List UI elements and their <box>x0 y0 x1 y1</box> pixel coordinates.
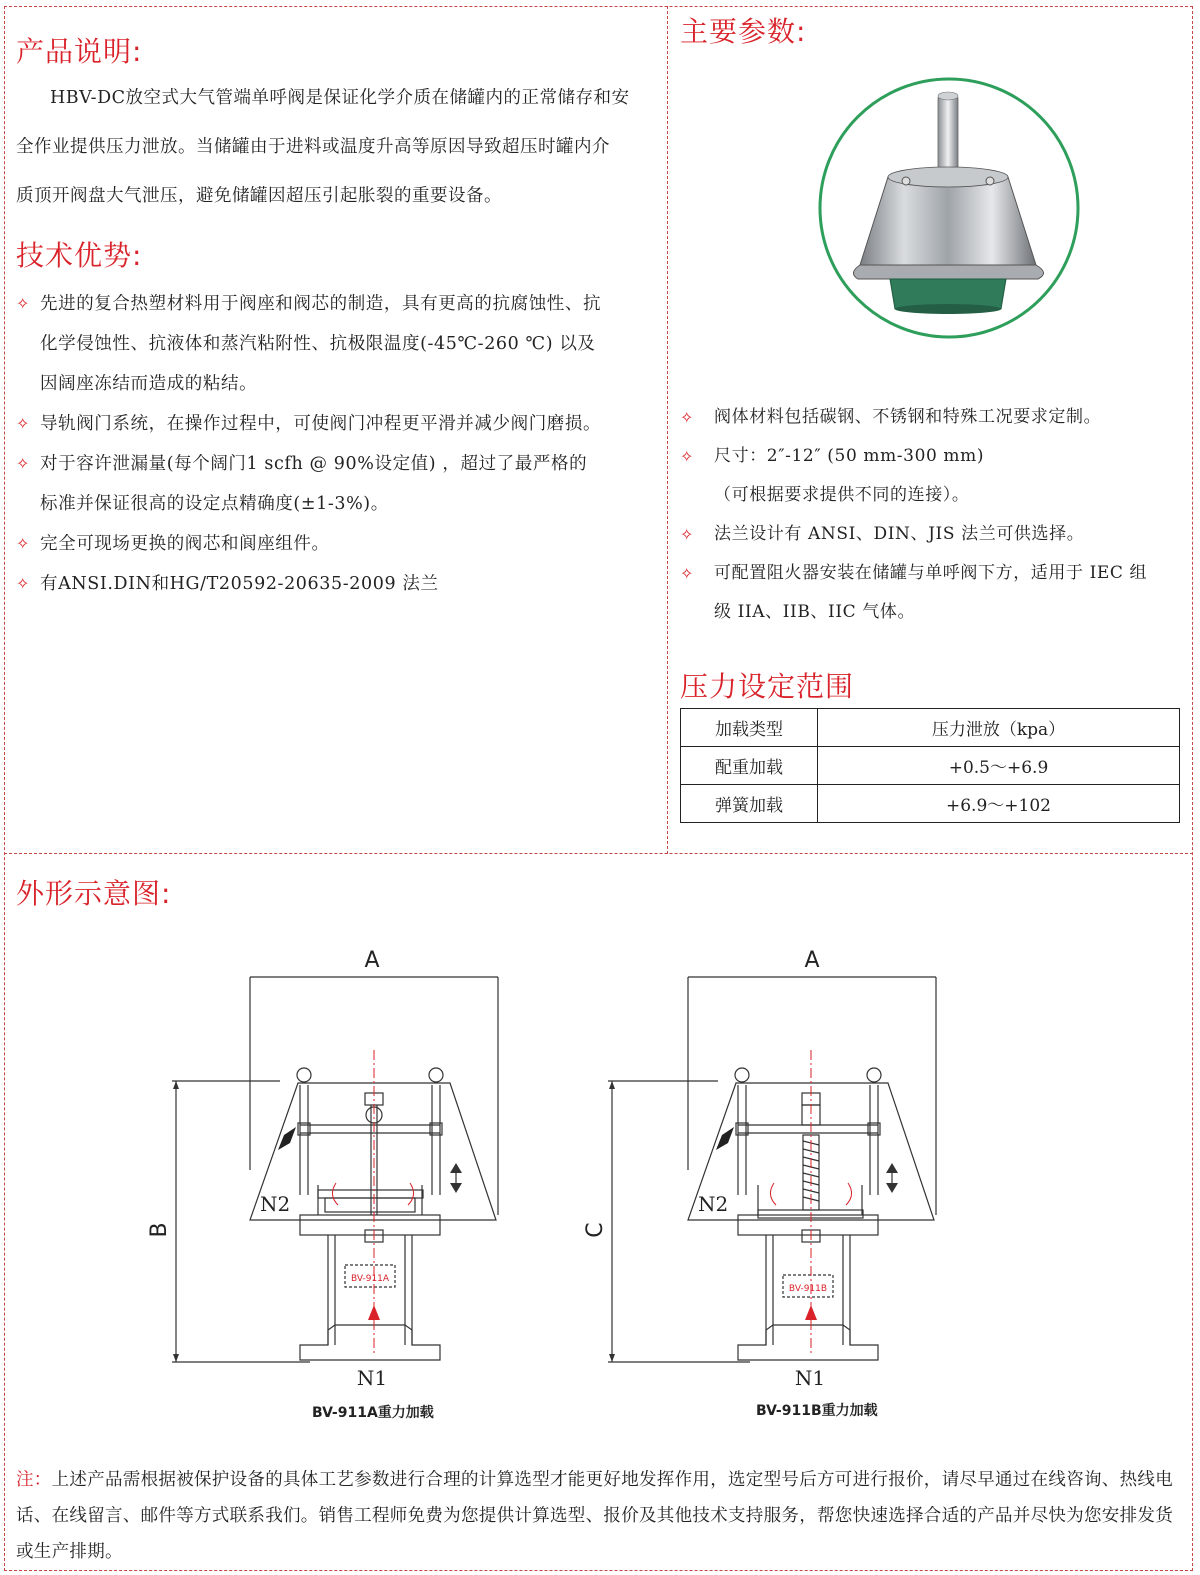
bullet-icon: ✧ <box>680 564 695 583</box>
list-item-line: 因阔座冻结而造成的粘结。 <box>40 374 258 394</box>
dimension-a-label: A <box>804 948 820 973</box>
list-item-line: 标准并保证很高的设定点精确度(±1-3%)。 <box>40 494 389 514</box>
bullet-icon: ✧ <box>16 294 31 313</box>
note-label: 注： <box>16 1470 52 1490</box>
diagram-caption-bv911b: BV-911B重力加载 <box>756 1403 878 1419</box>
dimension-c-label: C <box>583 1222 608 1238</box>
list-item-line: 尺寸：2″-12″ (50 mm-300 mm) <box>714 446 985 466</box>
list-item <box>680 515 1185 554</box>
heading-outline-diagram: 外形示意图: <box>16 877 172 910</box>
list-item-line: 导轨阀门系统，在操作过程中，可使阀门冲程更平滑并减少阀门磨损。 <box>40 414 602 434</box>
dimension-a-label: A <box>364 948 380 973</box>
table-cell: 弹簧加载 <box>681 785 818 823</box>
desc-line: 全作业提供压力泄放。当储罐由于进料或温度升高等原因导致超压时罐内介 <box>16 137 610 157</box>
table-cell: +6.9～+102 <box>818 785 1180 823</box>
table-row <box>681 785 1180 823</box>
diagram-bv911b <box>583 945 930 1390</box>
heading-product-description: 产品说明: <box>16 35 143 68</box>
list-item <box>680 554 1185 632</box>
list-item-line: 法兰设计有 ANSI、DIN、JIS 法兰可供选择。 <box>714 524 1085 544</box>
table-row <box>681 747 1180 785</box>
valve-tag-label: BV-911B <box>788 1284 828 1294</box>
footer-note <box>16 1462 1186 1570</box>
list-item-line: 级 IIA、IIB、IIC 气体。 <box>714 602 916 622</box>
dimension-b-label: B <box>147 1222 172 1238</box>
list-item-line: 有ANSI.DIN和HG/T20592-20635-2009 法兰 <box>40 574 439 594</box>
product-photo <box>818 77 1080 339</box>
product-description <box>16 74 661 221</box>
table-cell: 配重加载 <box>681 747 818 785</box>
list-item <box>680 437 1185 515</box>
table-header-cell: 压力泄放（kpa） <box>818 709 1180 747</box>
list-item <box>16 284 661 404</box>
list-item-line: （可根据要求提供不同的连接）。 <box>714 485 970 505</box>
port-n1-label: N1 <box>356 1366 388 1390</box>
list-item <box>16 524 661 564</box>
list-item <box>680 398 1185 437</box>
bullet-icon: ✧ <box>16 414 31 433</box>
list-item-line: 先进的复合热塑材料用于阀座和阀芯的制造，具有更高的抗腐蚀性、抗 <box>40 294 602 314</box>
bullet-icon: ✧ <box>680 525 695 544</box>
list-item-line: 阀体材料包括碳钢、不锈钢和特殊工况要求定制。 <box>714 407 1102 427</box>
list-item <box>16 564 661 604</box>
heading-main-parameters: 主要参数: <box>680 15 807 48</box>
table-header-row <box>681 709 1180 747</box>
bullet-icon: ✧ <box>16 534 31 553</box>
list-item-line: 化学侵蚀性、抗液体和蒸汽粘附性、抗极限温度(-45℃-260 ℃) 以及 <box>40 334 596 354</box>
desc-line: 质顶开阀盘大气泄压，避免储罐因超压引起胀裂的重要设备。 <box>16 186 502 206</box>
list-item <box>16 404 661 444</box>
valve-tag-label: BV-911A <box>350 1274 390 1284</box>
port-n1-label: N1 <box>794 1366 826 1390</box>
list-item <box>16 444 661 524</box>
note-text: 上述产品需根据被保护设备的具体工艺参数进行合理的计算选型才能更好地发挥作用，选定型号后方可进行报价，请尽早通过在线咨询、热线电话、在线留言、邮件等方式联系我们。销售工程师免费为您提供计算选型、报价及其他技术支持服务，帮您快速选择合适的产品并尽快为您安排发货或生产排期。 <box>16 1470 1174 1562</box>
column-divider <box>667 6 668 854</box>
bullet-icon: ✧ <box>16 574 31 593</box>
table-header-cell: 加载类型 <box>681 709 818 747</box>
list-item-line: 对于容许泄漏量(每个阔门1 scfh @ 90%设定值) ，超过了最严格的 <box>40 454 588 474</box>
diagram-caption-bv911a: BV-911A重力加载 <box>312 1405 434 1421</box>
desc-line: HBV-DC放空式大气管端单呼阀是保证化学介质在储罐内的正常储存和安 <box>50 88 630 108</box>
heading-technical-advantages: 技术优势: <box>16 239 143 272</box>
list-item-line: 可配置阻火器安装在储罐与单呼阀下方，适用于 IEC 组 <box>714 563 1148 583</box>
list-item-line: 完全可现场更换的阀芯和阆座组件。 <box>40 534 330 554</box>
pressure-range-table <box>680 708 1180 823</box>
main-parameters-list <box>680 398 1185 632</box>
bullet-icon: ✧ <box>16 454 31 473</box>
port-n2-label: N2 <box>698 1192 729 1216</box>
bullet-icon: ✧ <box>680 408 695 427</box>
bullet-icon: ✧ <box>680 447 695 466</box>
diagram-bv911a <box>147 945 490 1390</box>
section-divider <box>4 853 1193 854</box>
heading-pressure-range: 压力设定范围 <box>680 670 855 703</box>
port-n2-label: N2 <box>260 1192 291 1216</box>
tech-advantages-list <box>16 284 661 604</box>
table-cell: +0.5～+6.9 <box>818 747 1180 785</box>
